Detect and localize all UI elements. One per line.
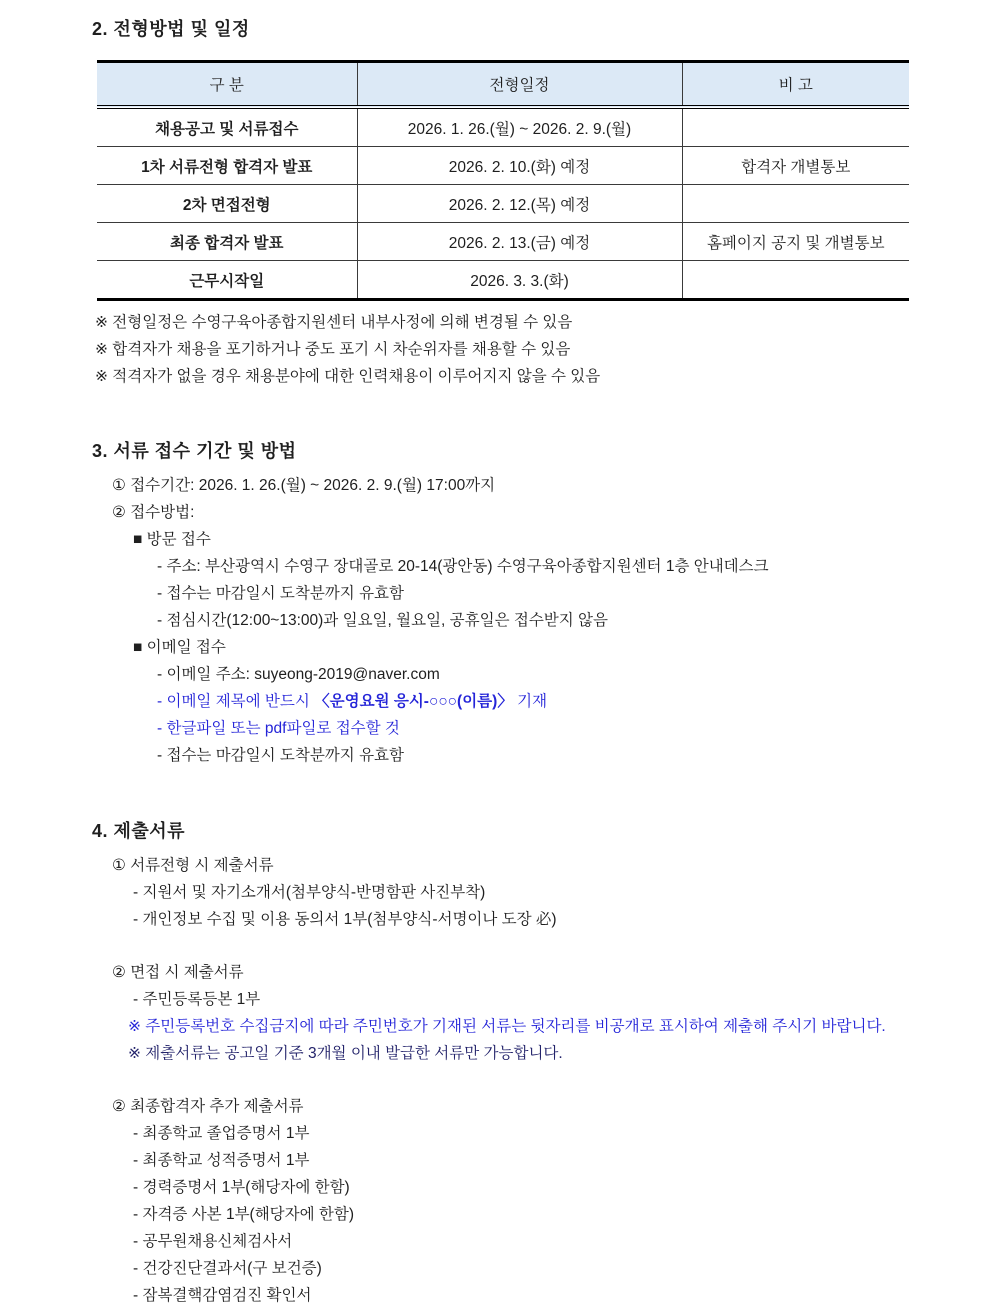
document-group-title: ② 면접 시 제출서류 <box>112 964 244 981</box>
cell-schedule: 2026. 2. 12.(목) 예정 <box>357 185 682 223</box>
email-file-format-line: - 한글파일 또는 pdf파일로 접수할 것 <box>157 720 400 737</box>
table-row <box>97 261 909 300</box>
section-3-heading: 3. 서류 접수 기간 및 방법 <box>92 441 297 461</box>
email-receipt-title: ■ 이메일 접수 <box>133 639 226 656</box>
table-row <box>97 223 909 261</box>
cell-remark <box>682 107 909 147</box>
schedule-table-header-row <box>97 62 909 108</box>
col-header-schedule: 전형일정 <box>357 62 682 108</box>
document-item-line: - 최종학교 성적증명서 1부 <box>133 1152 310 1169</box>
cell-remark <box>682 185 909 223</box>
issue-date-note: ※ 제출서류는 공고일 기준 3개월 이내 발급한 서류만 가능합니다. <box>128 1045 563 1062</box>
cell-category: 2차 면접전형 <box>97 185 357 223</box>
table-note: ※ 합격자가 채용을 포기하거나 중도 포기 시 차순위자를 채용할 수 있음 <box>95 341 571 358</box>
visit-receipt-title: ■ 방문 접수 <box>133 531 211 548</box>
email-subject-line <box>157 688 992 715</box>
document-item-line: - 잠복결핵감염검진 확인서 <box>133 1287 312 1304</box>
visit-detail-line: - 접수는 마감일시 도착분까지 유효함 <box>157 585 404 602</box>
schedule-table <box>97 60 909 301</box>
table-row <box>97 185 909 223</box>
email-deadline-line: - 접수는 마감일시 도착분까지 유효함 <box>157 747 404 764</box>
table-row <box>97 147 909 185</box>
cell-schedule: 2026. 2. 10.(화) 예정 <box>357 147 682 185</box>
email-address-line: - 이메일 주소: suyeong-2019@naver.com <box>157 666 440 683</box>
section-4-heading: 4. 제출서류 <box>92 821 186 841</box>
document-group-title: ① 서류전형 시 제출서류 <box>112 857 274 874</box>
cell-schedule: 2026. 3. 3.(화) <box>357 261 682 300</box>
document-item-line: - 지원서 및 자기소개서(첨부양식-반명함판 사진부착) <box>133 884 486 901</box>
table-notes <box>95 309 992 390</box>
document-item-line: - 건강진단결과서(구 보건증) <box>133 1260 322 1277</box>
cell-remark <box>682 261 909 300</box>
receipt-period-item: ① 접수기간: 2026. 1. 26.(월) ~ 2026. 2. 9.(월) 17:00까지 <box>112 477 496 494</box>
table-note: ※ 전형일정은 수영구육아종합지원센터 내부사정에 의해 변경될 수 있음 <box>95 314 573 331</box>
cell-category: 채용공고 및 서류접수 <box>155 120 299 138</box>
email-subject-prefix: - 이메일 제목에 반드시 <box>157 693 315 710</box>
visit-detail-line: - 주소: 부산광역시 수영구 장대골로 20-14(광안동) 수영구육아종합지원센터 1층 안내데스크 <box>157 558 769 575</box>
visit-detail-line: - 점심시간(12:00~13:00)과 일요일, 월요일, 공휴일은 접수받지 않음 <box>157 612 608 629</box>
col-header-category: 구 분 <box>97 62 357 108</box>
table-note: ※ 적격자가 없을 경우 채용분야에 대한 인력채용이 이루어지지 않을 수 있음 <box>95 368 601 385</box>
email-subject-required-text: 〈운영요원 응시-○○○(이름)〉 <box>314 693 513 710</box>
cell-remark: 합격자 개별통보 <box>682 147 909 185</box>
document-item-line: - 공무원채용신체검사서 <box>133 1233 293 1250</box>
document-item-line: - 주민등록등본 1부 <box>133 991 261 1008</box>
cell-category: 1차 서류전형 합격자 발표 <box>97 147 357 185</box>
document-item-line: - 경력증명서 1부(해당자에 한함) <box>133 1179 350 1196</box>
table-row <box>97 107 909 147</box>
document-item-line: - 개인정보 수집 및 이용 동의서 1부(첨부양식-서명이나 도장 必) <box>133 911 557 928</box>
cell-schedule: 2026. 2. 13.(금) 예정 <box>357 223 682 261</box>
email-subject-suffix: 기재 <box>512 693 548 710</box>
document-group-title: ② 최종합격자 추가 제출서류 <box>112 1098 304 1115</box>
section-2-heading: 2. 전형방법 및 일정 <box>92 19 250 39</box>
document-item-line: - 최종학교 졸업증명서 1부 <box>133 1125 310 1142</box>
cell-category: 근무시작일 <box>97 261 357 300</box>
cell-category: 최종 합격자 발표 <box>97 223 357 261</box>
receipt-method-item: ② 접수방법: <box>112 504 195 521</box>
cell-remark: 홈페이지 공지 및 개별통보 <box>682 223 909 261</box>
resident-number-note: ※ 주민등록번호 수집금지에 따라 주민번호가 기재된 서류는 뒷자리를 비공개로 표시하여 제출해 주시기 바랍니다. <box>128 1018 886 1035</box>
cell-schedule: 2026. 1. 26.(월) ~ 2026. 2. 9.(월) <box>357 107 682 147</box>
col-header-remark: 비 고 <box>682 62 909 108</box>
document-item-line: - 자격증 사본 1부(해당자에 한함) <box>133 1206 355 1223</box>
